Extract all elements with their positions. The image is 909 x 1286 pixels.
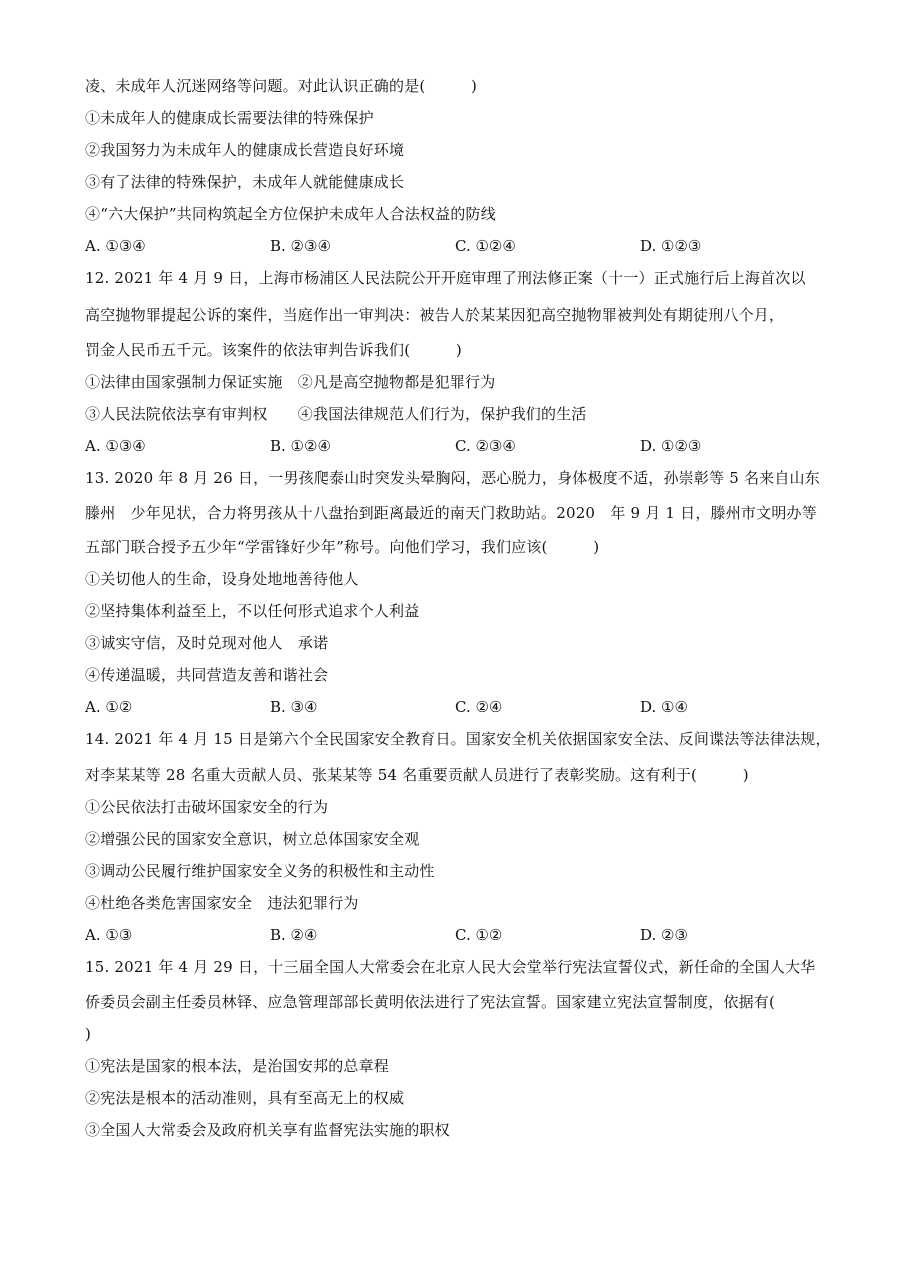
q12-stem-line-2: 高空抛物罪提起公诉的案件，当庭作出一审判决：被告人於某某因犯高空抛物罪被判处有期徒刑八个月，: [85, 306, 785, 324]
q11-option-d: D. ①②③: [640, 237, 702, 255]
q12-stem-line-3: 罚金人民币五千元。该案件的依法审判告诉我们( ): [85, 341, 462, 359]
q14-item-4: ④杜绝各类危害国家安全 违法犯罪行为: [85, 894, 359, 912]
q13-item-3: ③诚实守信，及时兑现对他人 承诺: [85, 634, 329, 652]
q12-option-a: A. ①③④: [85, 437, 146, 455]
q13-stem-line-3: 五部门联合授予五少年“学雷锋好少年”称号。向他们学习，我们应该( ): [85, 538, 600, 556]
q13-option-a: A. ①②: [85, 698, 133, 716]
q14-option-a: A. ①③: [85, 926, 133, 944]
q14-option-c: C. ①②: [455, 926, 503, 944]
q13-item-1: ①关切他人的生命，设身处地地善待他人: [85, 570, 359, 588]
q11-item-2: ②我国努力为未成年人的健康成长营造良好环境: [85, 141, 405, 159]
q12-stem-line-1: 12. 2021 年 4 月 9 日，上海市杨浦区人民法院公开开庭审理了刑法修正案（十一）正式施行后上海首次以: [85, 269, 806, 287]
q15-stem-line-1: 15. 2021 年 4 月 29 日，十三届全国人大常委会在北京人民大会堂举行宪法宣誓仪式，新任命的全国人大华: [85, 958, 816, 976]
q11-stem-tail: 凌、未成年人沉迷网络等问题。对此认识正确的是( ): [85, 77, 478, 95]
q13-option-b: B. ③④: [270, 698, 318, 716]
q14-stem-line-1: 14. 2021 年 4 月 15 日是第六个全民国家安全教育日。国家安全机关依据国家安全法、反间谍法等法律法规，: [85, 730, 831, 748]
q13-stem-line-2: 滕州 少年见状，合力将男孩从十八盘抬到距离最近的南天门救助站。2020 年 9 月 1 日，滕州市文明办等: [85, 504, 817, 522]
q13-stem-line-1: 13. 2020 年 8 月 26 日，一男孩爬泰山时突发头晕胸闷，恶心脱力，身体极度不适，孙崇彰等 5 名来自山东: [85, 469, 820, 487]
q14-item-1: ①公民依法打击破坏国家安全的行为: [85, 798, 329, 816]
q15-item-3: ③全国人大常委会及政府机关享有监督宪法实施的职权: [85, 1121, 450, 1139]
q14-item-3: ③调动公民履行维护国家安全义务的积极性和主动性: [85, 862, 435, 880]
q15-stem-line-3: ): [85, 1025, 92, 1043]
q12-option-b: B. ①②④: [270, 437, 331, 455]
q11-item-1: ①未成年人的健康成长需要法律的特殊保护: [85, 109, 374, 127]
q12-option-d: D. ①②③: [640, 437, 702, 455]
q15-item-1: ①宪法是国家的根本法，是治国安邦的总章程: [85, 1057, 390, 1075]
q15-item-2: ②宪法是根本的活动准则，具有至高无上的权威: [85, 1089, 405, 1107]
q13-option-c: C. ②④: [455, 698, 503, 716]
q11-option-a: A. ①③④: [85, 237, 146, 255]
q12-item-1: ①法律由国家强制力保证实施 ②凡是高空抛物都是犯罪行为: [85, 373, 496, 391]
q12-item-2: ③人民法院依法享有审判权 ④我国法律规范人们行为，保护我们的生活: [85, 405, 587, 423]
q11-item-3: ③有了法律的特殊保护，未成年人就能健康成长: [85, 173, 405, 191]
q11-item-4: ④“六大保护”共同构筑起全方位保护未成年人合法权益的防线: [85, 205, 496, 223]
q12-option-c: C. ②③④: [455, 437, 516, 455]
q15-stem-line-2: 侨委员会副主任委员林铎、应急管理部部长黄明依法进行了宪法宣誓。国家建立宪法宣誓制度，依据有(: [85, 993, 776, 1011]
q14-item-2: ②增强公民的国家安全意识，树立总体国家安全观: [85, 830, 420, 848]
q14-option-d: D. ②③: [640, 926, 688, 944]
q14-option-b: B. ②④: [270, 926, 318, 944]
q13-item-2: ②坚持集体利益至上，不以任何形式追求个人利益: [85, 602, 420, 620]
q11-option-b: B. ②③④: [270, 237, 331, 255]
q11-option-c: C. ①②④: [455, 237, 516, 255]
q14-stem-line-2: 对李某某等 28 名重大贡献人员、张某某等 54 名重要贡献人员进行了表彰奖励。这有利于( ): [85, 766, 749, 784]
q13-item-4: ④传递温暖，共同营造友善和谐社会: [85, 666, 329, 684]
q13-option-d: D. ①④: [640, 698, 688, 716]
